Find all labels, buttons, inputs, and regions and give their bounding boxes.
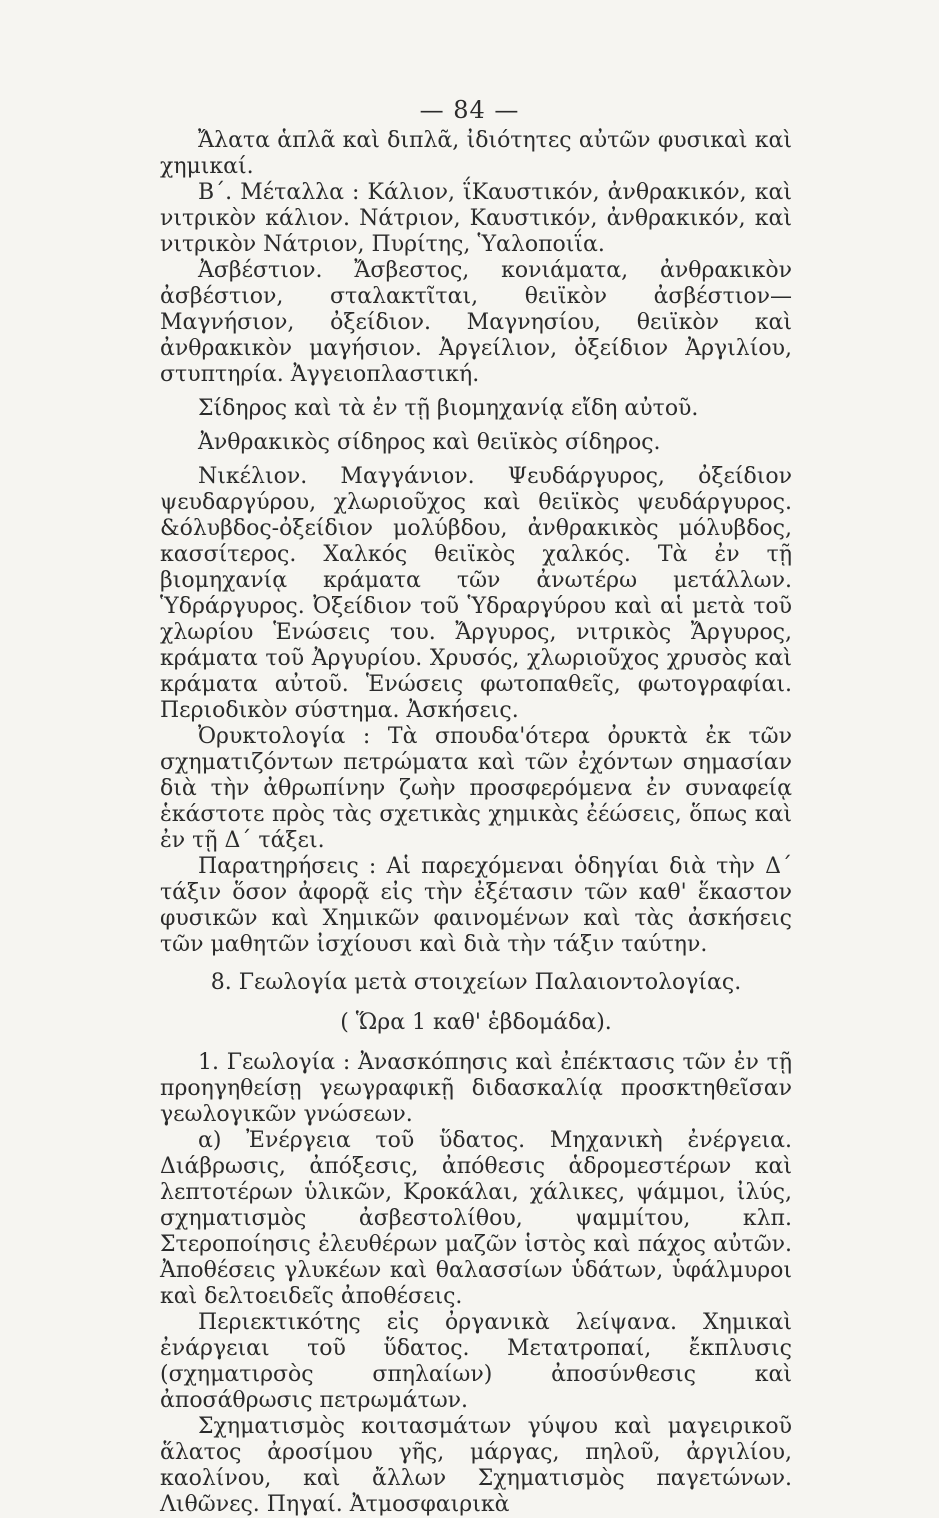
paragraph: Ἄλατα ἁπλᾶ καὶ διπλᾶ, ἰδιότητες αὐτῶν φυσικαὶ καὶ χημικαί.: [160, 128, 792, 179]
paragraph: Ἀσβέστιον. Ἄσβεστος, κονιάματα, ἀνθρακικὸν ἀσβέστιον, σταλακτῖται, θειϊκὸν ἀσβέστιον—Μαγνήσιον, ὀξείδιον. Μαγνησίου, θειϊκὸν καὶ ἀνθρακικὸν μαγήσιον. Ἀργείλιον, ὀξείδιον Ἀργιλίου, στυπτηρία. Ἀγγειοπλαστική.: [160, 258, 792, 387]
paragraph: Σχηματισμὸς κοιτασμάτων γύψου καὶ μαγειρικοῦ ἅλατος ἀροσίμου γῆς, μάργας, πηλοῦ, ἀργιλίου, καολίνου, καὶ ἄλλων Σχηματισμὸς παγετώνων. Λιθῶνες. Πηγαί. Ἀτμοσφαιρικὰ: [160, 1414, 792, 1517]
paragraph: Περιεκτικότης εἰς ὀργανικὰ λείψανα. Χημικαὶ ἐνάργειαι τοῦ ὕδατος. Μετατροπαί, ἔκπλυσις (σχηματιρσὸς σπηλαίων) ἀποσύνθεσις καὶ ἀποσάθρωσις πετρωμάτων.: [160, 1310, 792, 1413]
paragraph: Παρατηρήσεις : Αἱ παρεχόμεναι ὁδηγίαι διὰ τὴν Δ΄ τάξιν ὅσον ἀφορᾷ εἰς τὴν ἐξέτασιν τῶν καθ' ἕκαστον φυσικῶν καὶ Χημικῶν φαινομένων καὶ τὰς ἀσκήσεις τῶν μαθητῶν ἰσχίουσι καὶ διὰ τὴν τάξιν ταύτην.: [160, 854, 792, 957]
section-heading: 8. Γεωλογία μετὰ στοιχείων Παλαιοντολογίας.: [210, 970, 742, 995]
paragraph: Σίδηρος καὶ τὰ ἐν τῇ βιομηχανίᾳ εἴδη αὐτοῦ.: [198, 396, 699, 421]
paragraph: Ἀνθρακικὸς σίδηρος καὶ θειϊκὸς σίδηρος.: [198, 430, 661, 455]
page-number: — 84 —: [419, 96, 520, 124]
page-body: [160, 128, 792, 1518]
paragraph: Νικέλιον. Μαγγάνιον. Ψευδάργυρος, ὀξείδιον ψευδαργύρου, χλωριοῦχος καὶ θειϊκὸς ψευδάργυρος. &όλυβδος-ὀξείδιον μολύβδου, ἀνθρακικὸς μόλυβδος, κασσίτερος. Χαλκός θειϊκὸς χαλκός. Τὰ ἐν τῇ βιομηχανίᾳ κράματα τῶν ἀνωτέρω μετάλλων. Ὑδράργυρος. Ὀξείδιον τοῦ Ὑδραργύρου καὶ αἱ μετὰ τοῦ χλωρίου Ἑνώσεις του. Ἄργυρος, νιτρικὸς Ἄργυρος, κράματα τοῦ Ἀργυρίου. Χρυσός, χλωριοῦχος χρυσὸς καὶ κράματα αὐτοῦ. Ἑνώσεις φωτοπαθεῖς, φωτογραφίαι. Περιοδικὸν σύστημα. Ἀσκήσεις.: [160, 464, 792, 723]
section-subheading: ( Ὥρα 1 καθ' ἑβδομάδα).: [340, 1010, 612, 1035]
paragraph: Β΄. Μέταλλα : Κάλιον, ΐΚαυστικόν, ἀνθρακικόν, καὶ νιτρικὸν κάλιον. Νάτριον, Καυστικόν, ἀνθρακικόν, καὶ νιτρικὸν Νάτριον, Πυρίτης, Ὑαλοποιΐα.: [160, 180, 792, 257]
paragraph: 1. Γεωλογία : Ἀνασκόπησις καὶ ἐπέκτασις τῶν ἐν τῇ προηγηθείσῃ γεωγραφικῇ διδασκαλίᾳ προσκτηθεῖσαν γεωλογικῶν γνώσεων.: [160, 1050, 792, 1127]
paragraph: Ὀρυκτολογία : Τὰ σπουδα'ότερα ὀρυκτὰ ἐκ τῶν σχηματιζόντων πετρώματα καὶ τῶν ἐχόντων σημασίαν διὰ τὴν ἀθρωπίνην ζωὴν προσφερόμενα ἐν συναφείᾳ ἑκάστοτε πρὸς τὰς σχετικὰς χημικὰς ἐέώσεις, ὅπως καὶ ἐν τῇ Δ΄ τάξει.: [160, 724, 792, 853]
paragraph: α) Ἐνέργεια τοῦ ὕδατος. Μηχανικὴ ἐνέργεια. Διάβρωσις, ἀπόξεσις, ἀπόθεσις ἁδρομεστέρων καὶ λεπτοτέρων ὑλικῶν, Κροκάλαι, χάλικες, ψάμμοι, ἰλύς, σχηματισμὸς ἀσβεστολίθου, ψαμμίτου, κλπ. Στεροποίησις ἐλευθέρων μαζῶν ἱστὸς καὶ πάχος αὐτῶν. Ἀποθέσεις γλυκέων καὶ θαλασσίων ὑδάτων, ὑφάλμυροι καὶ δελτοειδεῖς ἀποθέσεις.: [160, 1128, 792, 1309]
